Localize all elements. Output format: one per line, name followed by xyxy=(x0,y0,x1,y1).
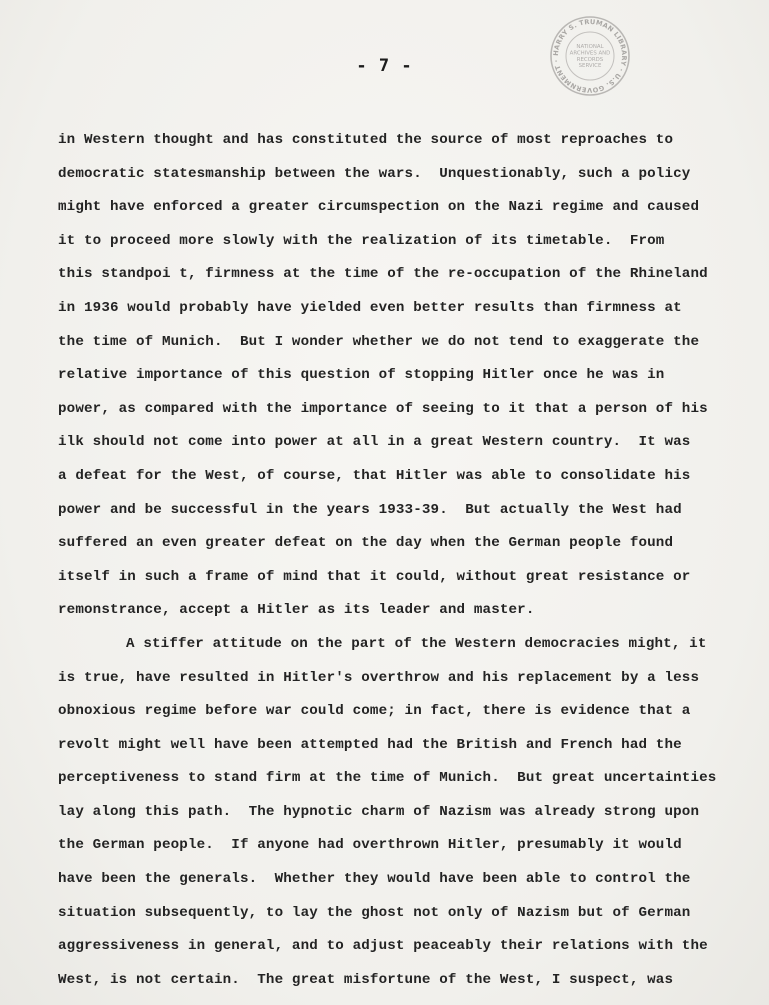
stamp-center-line: NATIONAL xyxy=(576,44,604,50)
paragraph xyxy=(58,628,744,998)
stamp-center-line: RECORDS xyxy=(576,56,604,63)
text-line: a defeat for the West, of course, that Hitler was able to consolidate his xyxy=(58,467,691,484)
page-number: - 7 - xyxy=(356,56,413,76)
text-line: democratic statesmanship between the wars. Unquestionably, such a policy xyxy=(58,165,691,182)
text-line: suffered an even greater defeat on the day when the German people found xyxy=(58,535,674,552)
text-line: perceptiveness to stand firm at the time of Munich. But great uncertainties xyxy=(58,770,717,787)
text-line: situation subsequently, to lay the ghost not only of Nazism but of German xyxy=(58,904,691,921)
text-line: might have enforced a greater circumspection on the Nazi regime and caused xyxy=(58,199,700,216)
text-line: the time of Munich. But I wonder whether we do not tend to exaggerate the xyxy=(58,333,700,350)
text-line: itself in such a frame of mind that it could, without great resistance or xyxy=(58,568,691,585)
text-line: aggressiveness in general, and to adjust peaceably their relations with the xyxy=(58,938,708,955)
stamp-ring-text: HARRY S. TRUMAN LIBRARY · U.S. GOVERNMENT · xyxy=(551,17,629,95)
text-line: ilk should not come into power at all in a great Western country. It was xyxy=(58,434,691,451)
text-line: power, as compared with the importance of seeing to it that a person of his xyxy=(58,400,708,417)
text-line: power and be successful in the years 1933-39. But actually the West had xyxy=(58,501,682,518)
text-line: relative importance of this question of stopping Hitler once he was in xyxy=(58,367,665,384)
text-line: A stiffer attitude on the part of the Western democracies might, it xyxy=(126,635,707,652)
text-line: revolt might well have been attempted had the British and French had the xyxy=(58,736,682,753)
text-line: obnoxious regime before war could come; in fact, there is evidence that a xyxy=(58,703,691,720)
text-line: the German people. If anyone had overthrown Hitler, presumably it would xyxy=(58,837,682,854)
text-line: have been the generals. Whether they would have been able to control the xyxy=(58,871,691,888)
text-line: lay along this path. The hypnotic charm of Nazism was already strong upon xyxy=(58,803,700,820)
text-line: in Western thought and has constituted the source of most reproaches to xyxy=(58,132,674,148)
stamp-center-line: ARCHIVES AND xyxy=(569,50,611,57)
text-line: it to proceed more slowly with the realization of its timetable. From xyxy=(58,232,665,249)
text-line: remonstrance, accept a Hitler as its leader and master. xyxy=(58,602,535,619)
stamp-center-line: SERVICE xyxy=(578,63,602,70)
body-text xyxy=(58,124,744,997)
text-line: this standpoi t, firmness at the time of the re-occupation of the Rhineland xyxy=(58,266,708,283)
text-line: West, is not certain. The great misfortune of the West, I suspect, was xyxy=(58,971,674,988)
paragraph xyxy=(58,124,744,628)
text-line: is true, have resulted in Hitler's overthrow and his replacement by a less xyxy=(58,669,700,686)
text-line: in 1936 would probably have yielded even better results than firmness at xyxy=(58,299,682,316)
